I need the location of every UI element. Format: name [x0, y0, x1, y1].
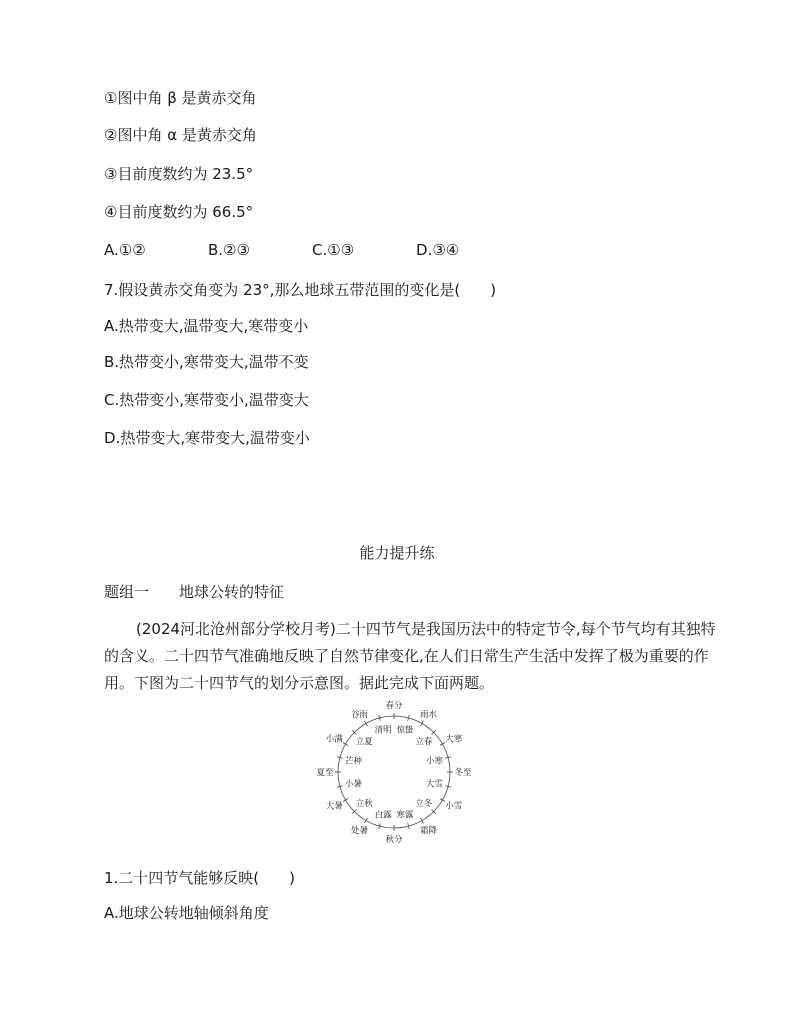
group-label: 题组一: [104, 583, 150, 601]
q1-stem: 1.二十四节气能够反映( ): [104, 869, 296, 887]
inner-term-label: 立秋: [355, 799, 373, 810]
inner-term-label: 小寒: [426, 756, 444, 767]
outer-term-label: 小雪: [445, 801, 463, 812]
inner-term-label: 立春: [415, 736, 433, 747]
q7-option-c[interactable]: C.热带变小,寒带变小,温带变大: [104, 391, 309, 409]
q6-option-b[interactable]: B.②③: [208, 241, 250, 259]
outer-term-label: 大寒: [445, 734, 463, 745]
orbit-tick: [421, 818, 424, 823]
orbit-ticks: [335, 713, 453, 831]
inner-term-label: 白露: [374, 810, 392, 821]
inner-term-label: 寒露: [396, 810, 414, 821]
outer-term-label: 春分: [385, 701, 403, 711]
outer-term-label: 雨水: [419, 709, 438, 720]
q7-stem: 7.假设黄赤交角变为 23°,那么地球五带范围的变化是( ): [104, 281, 497, 299]
q6-statement-4: ④目前度数约为 66.5°: [104, 203, 254, 221]
q6-option-a[interactable]: A.①②: [104, 241, 146, 259]
inner-term-label: 立冬: [415, 799, 433, 810]
inner-term-label: 芒种: [344, 756, 362, 767]
section-title: 能力提升练: [359, 544, 435, 562]
q6-options: [104, 241, 520, 259]
inner-term-label: 清明: [374, 725, 392, 736]
orbit-tick: [343, 799, 348, 802]
outer-term-label: 谷雨: [350, 709, 369, 720]
outer-term-label: 冬至: [454, 768, 472, 778]
outer-term-label: 夏至: [316, 768, 334, 778]
outer-term-label: 霜降: [419, 826, 438, 837]
solar-terms-diagram: [304, 700, 484, 850]
q6-statement-2: ②图中角 α 是黄赤交角: [104, 126, 257, 144]
inner-term-label: 小暑: [344, 779, 362, 790]
q1-option-a[interactable]: A.地球公转地轴倾斜角度: [104, 904, 269, 922]
q6-statement-3: ③目前度数约为 23.5°: [104, 165, 254, 183]
question-group-heading: [104, 581, 284, 602]
orbit-tick: [421, 721, 424, 726]
inner-term-label: 惊蛰: [396, 725, 414, 736]
outer-term-labels: [316, 700, 472, 845]
intro-paragraph: (2024河北沧州部分学校月考)二十四节气是我国历法中的特定节令,每个节气均有其独特的含义。二十四节气准确地反映了自然节律变化,在人们日常生产生活中发挥了极为重要的作用。下图为二十四节气的划分示意图。据此完成下面两题。: [104, 620, 716, 692]
q7-option-a[interactable]: A.热带变大,温带变大,寒带变小: [104, 317, 309, 335]
outer-term-label: 大暑: [325, 801, 343, 812]
outer-term-label: 秋分: [385, 835, 403, 845]
q7-option-d[interactable]: D.热带变大,寒带变大,温带变小: [104, 429, 310, 447]
orbit-tick: [365, 818, 368, 823]
q7-option-b[interactable]: B.热带变小,寒带变大,温带不变: [104, 353, 309, 371]
inner-term-label: 立夏: [355, 736, 373, 747]
group-topic: 地球公转的特征: [179, 583, 285, 601]
inner-term-labels: [345, 724, 444, 820]
orbit-tick: [343, 743, 348, 746]
orbit-tick: [365, 721, 368, 726]
outer-term-label: 处暑: [350, 826, 369, 837]
q6-option-d[interactable]: D.③④: [416, 241, 460, 259]
inner-term-label: 大雪: [426, 779, 444, 790]
outer-term-label: 小满: [325, 734, 343, 745]
q6-option-c[interactable]: C.①③: [312, 241, 355, 259]
q6-statement-1: ①图中角 β 是黄赤交角: [104, 89, 257, 107]
